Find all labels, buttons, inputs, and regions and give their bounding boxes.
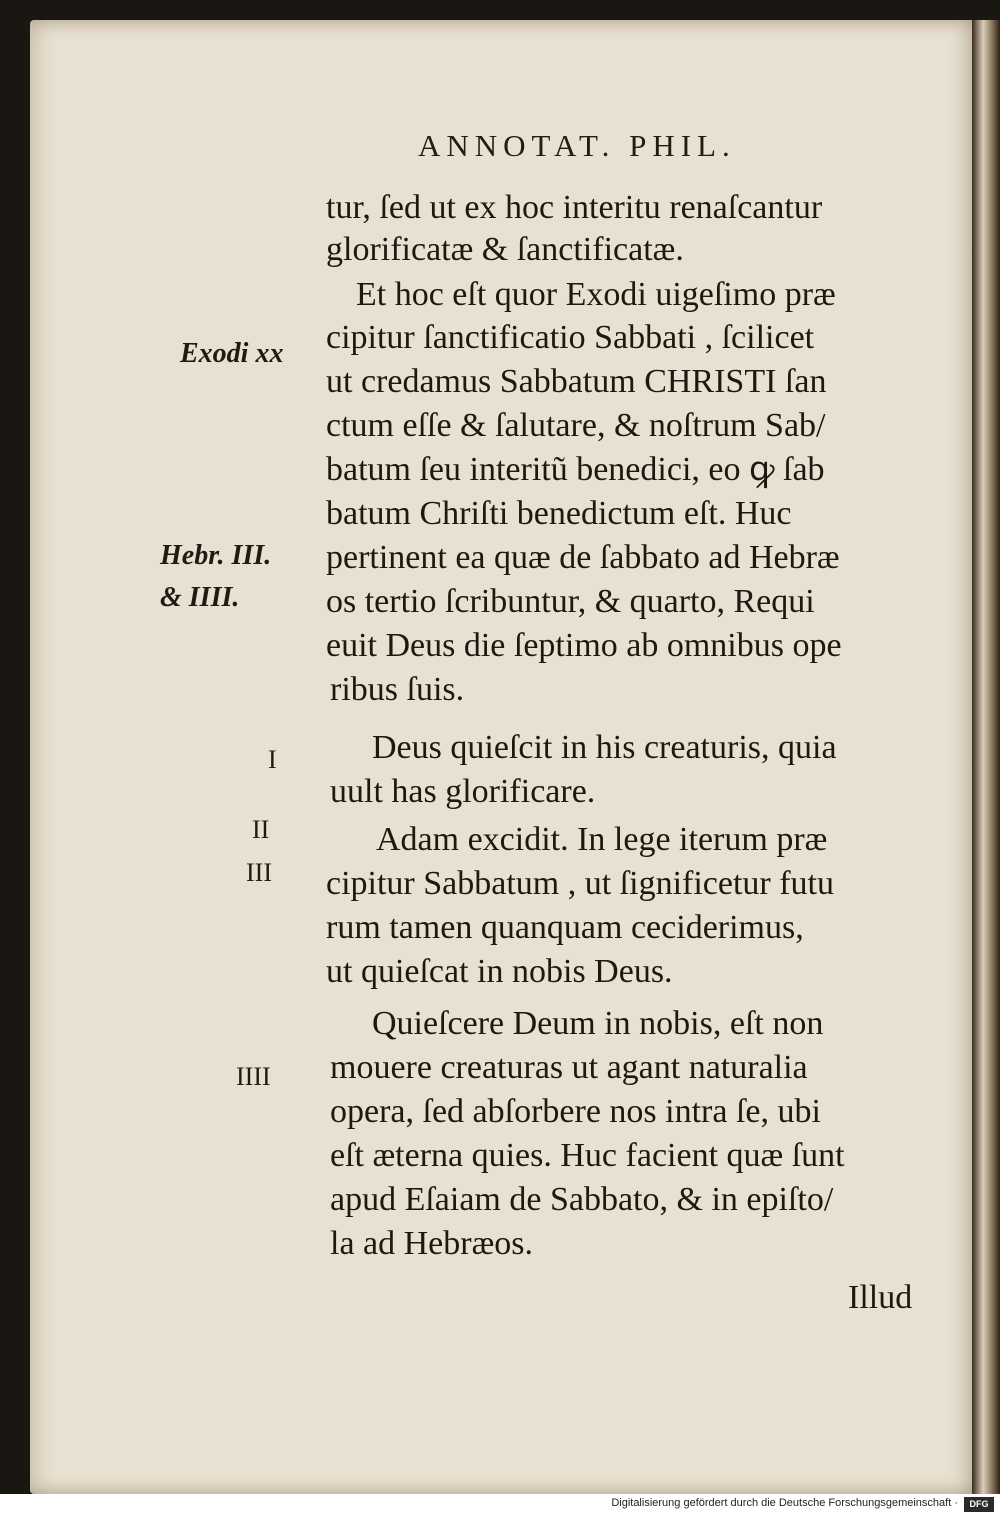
text-line: Quieſcere Deum in nobis, eſt non — [372, 1005, 824, 1042]
text-line: batum ſeu interitũ benedici, eo ꝙ ſab — [326, 451, 825, 488]
text-line: uult has glorificare. — [330, 773, 596, 810]
text-line: euit Deus die ſeptimo ab omnibus ope — [326, 627, 842, 664]
dfg-logo: DFG — [964, 1497, 994, 1512]
text-line: tur, ſed ut ex hoc interitu renaſcantur — [326, 189, 823, 226]
text-line: Deus quieſcit in his creaturis, quia — [372, 729, 837, 766]
text-line: cipitur ſanctificatio Sabbati , ſcilicet — [326, 319, 815, 356]
text-line: Adam excidit. In lege iterum præ — [376, 821, 828, 858]
margin-number-4: IIII — [236, 1062, 271, 1091]
margin-number-3: III — [246, 858, 272, 887]
catchword: Illud — [848, 1279, 913, 1316]
text-line: glorificatæ & ſanctificatæ. — [326, 231, 684, 268]
margin-number-2: II — [252, 815, 270, 844]
text-line: mouere creaturas ut agant naturalia — [330, 1049, 808, 1086]
margin-note-hebrews: Hebr. III. — [160, 540, 272, 571]
margin-note-hebrews-2: & IIII. — [160, 582, 240, 613]
text-line: opera, ſed abſorbere nos intra ſe, ubi — [330, 1093, 821, 1130]
text-line: ctum eſſe & ſalutare, & noſtrum Sab/ — [326, 407, 826, 444]
book-edge — [972, 20, 1000, 1494]
text-line: ribus ſuis. — [330, 671, 465, 708]
running-header: ANNOTAT. PHIL. — [418, 128, 736, 163]
margin-note-exodus: Exodi xx — [180, 338, 284, 369]
text-line: rum tamen quanquam ceciderimus, — [326, 909, 804, 946]
text-line: pertinent ea quæ de ſabbato ad Hebræ — [326, 539, 840, 576]
text-line: la ad Hebræos. — [330, 1225, 534, 1262]
text-line: ut credamus Sabbatum CHRISTI ſan — [326, 363, 827, 400]
funding-credit: Digitalisierung gefördert durch die Deutsche Forschungsgemeinschaft · — [611, 1497, 958, 1509]
text-line: eſt æterna quies. Huc facient quæ ſunt — [330, 1137, 845, 1174]
text-line: Et hoc eſt quor Exodi uigeſimo præ — [356, 276, 836, 313]
margin-number-1: I — [268, 745, 277, 774]
text-line: cipitur Sabbatum , ut ſignificetur futu — [326, 865, 835, 902]
footer-bar — [0, 1494, 1000, 1516]
text-line: apud Eſaiam de Sabbato, & in epiſto/ — [330, 1181, 834, 1218]
text-line: batum Chriſti benedictum eſt. Huc — [326, 495, 792, 532]
text-line: os tertio ſcribuntur, & quarto, Requi — [326, 583, 815, 620]
text-line: ut quieſcat in nobis Deus. — [326, 953, 673, 990]
